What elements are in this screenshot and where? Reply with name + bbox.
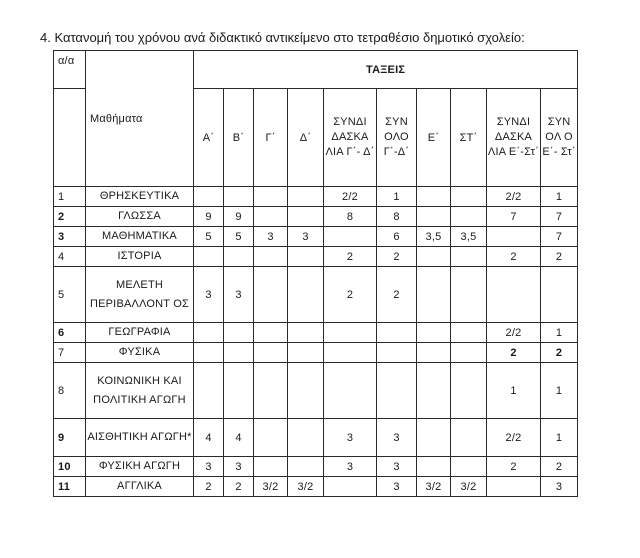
- hours-cell-synolo-gd: 1: [377, 187, 417, 207]
- subject-name: ΙΣΤΟΡΙΑ: [86, 247, 194, 267]
- hours-cell-synd-gd: 8: [324, 207, 377, 227]
- hours-cell-synolo-gd: [377, 363, 417, 419]
- hours-cell-d: [288, 187, 324, 207]
- aa-header-empty: [54, 89, 86, 187]
- hours-cell-st: 3,5: [451, 227, 487, 247]
- hours-cell-g: [254, 343, 288, 363]
- hours-cell-a: 4: [194, 419, 224, 457]
- hours-cell-e: [417, 419, 451, 457]
- hours-cell-g: [254, 267, 288, 323]
- table-row: [54, 247, 578, 267]
- hours-cell-synd-gd: [324, 477, 377, 497]
- hours-cell-synd-est: 2: [487, 247, 541, 267]
- hours-cell-synolo-est: 1: [541, 419, 578, 457]
- hours-cell-synd-est: 2/2: [487, 323, 541, 343]
- header-row-top: [54, 51, 578, 89]
- hours-cell-d: [288, 343, 324, 363]
- hours-cell-synolo-est: 1: [541, 323, 578, 343]
- hours-cell-synd-gd: 2: [324, 267, 377, 323]
- hours-cell-synd-gd: [324, 363, 377, 419]
- hours-cell-st: [451, 207, 487, 227]
- hours-cell-synolo-est: 2: [541, 457, 578, 477]
- hours-cell-synd-est: 7: [487, 207, 541, 227]
- hours-cell-st: [451, 343, 487, 363]
- hours-cell-b: [224, 187, 254, 207]
- hours-cell-synolo-gd: 2: [377, 247, 417, 267]
- table-row: [54, 419, 578, 457]
- subject-name: ΑΙΣΘΗΤΙΚΗ ΑΓΩΓΗ*: [86, 419, 194, 457]
- hours-cell-synolo-est: 2: [541, 247, 578, 267]
- hours-cell-g: [254, 247, 288, 267]
- hours-cell-e: [417, 343, 451, 363]
- table-row: [54, 323, 578, 343]
- hours-cell-synd-gd: [324, 343, 377, 363]
- hours-cell-synd-est: 2/2: [487, 187, 541, 207]
- hours-cell-a: 3: [194, 267, 224, 323]
- hours-cell-b: 2: [224, 477, 254, 497]
- hours-cell-a: 2: [194, 477, 224, 497]
- hours-cell-synolo-gd: 3: [377, 457, 417, 477]
- hours-cell-synolo-est: 2: [541, 343, 578, 363]
- row-number: 7: [54, 343, 86, 363]
- hours-cell-synd-gd: [324, 227, 377, 247]
- table-row: [54, 477, 578, 497]
- hours-cell-e: [417, 247, 451, 267]
- col-header-d: Δ΄: [288, 89, 324, 187]
- hours-cell-e: [417, 207, 451, 227]
- row-number: 8: [54, 363, 86, 419]
- subject-name: ΜΕΛΕΤΗ ΠΕΡΙΒΑΛΛΟΝΤ ΟΣ: [86, 267, 194, 323]
- hours-cell-d: [288, 267, 324, 323]
- hours-cell-e: [417, 457, 451, 477]
- hours-cell-g: [254, 323, 288, 343]
- hours-cell-st: [451, 267, 487, 323]
- hours-cell-g: 3/2: [254, 477, 288, 497]
- hours-cell-d: [288, 247, 324, 267]
- table-row: [54, 187, 578, 207]
- hours-cell-b: 3: [224, 267, 254, 323]
- row-number: 10: [54, 457, 86, 477]
- hours-cell-e: 3,5: [417, 227, 451, 247]
- row-number: 6: [54, 323, 86, 343]
- hours-cell-synolo-gd: 3: [377, 419, 417, 457]
- hours-cell-b: [224, 247, 254, 267]
- table-row: [54, 343, 578, 363]
- hours-cell-st: 3/2: [451, 477, 487, 497]
- hours-cell-synd-gd: 2: [324, 247, 377, 267]
- hours-cell-st: [451, 187, 487, 207]
- hours-cell-st: [451, 457, 487, 477]
- subject-name: ΚΟΙΝΩΝΙΚΗ ΚΑΙ ΠΟΛΙΤΙΚΗ ΑΓΩΓΗ: [86, 363, 194, 419]
- hours-cell-d: [288, 323, 324, 343]
- hours-cell-g: [254, 457, 288, 477]
- subjects-header: Μαθήματα: [86, 51, 194, 187]
- table-row: [54, 227, 578, 247]
- aa-header: α/α: [54, 51, 86, 89]
- subject-name: ΓΕΩΓΡΑΦΙΑ: [86, 323, 194, 343]
- hours-cell-synd-gd: 2/2: [324, 187, 377, 207]
- col-header-synolo-gd: ΣΥΝ ΟΛΟ Γ΄-Δ΄: [377, 89, 417, 187]
- hours-cell-synolo-est: 7: [541, 207, 578, 227]
- col-header-synd-gd: ΣΥΝΔΙ ΔΑΣΚΑ ΛΙΑ Γ΄- Δ΄: [324, 89, 377, 187]
- table-row: [54, 457, 578, 477]
- table-row: [54, 363, 578, 419]
- hours-cell-synolo-est: 3: [541, 477, 578, 497]
- subject-name: ΓΛΩΣΣΑ: [86, 207, 194, 227]
- row-number: 1: [54, 187, 86, 207]
- hours-cell-synolo-gd: 3: [377, 477, 417, 497]
- hours-cell-a: [194, 247, 224, 267]
- subject-name: ΦΥΣΙΚΗ ΑΓΩΓΗ: [86, 457, 194, 477]
- hours-cell-synd-est: [487, 267, 541, 323]
- hours-cell-b: 4: [224, 419, 254, 457]
- hours-cell-st: [451, 363, 487, 419]
- hours-cell-st: [451, 419, 487, 457]
- table-row: [54, 207, 578, 227]
- hours-cell-g: [254, 207, 288, 227]
- hours-cell-g: 3: [254, 227, 288, 247]
- hours-cell-synolo-est: [541, 267, 578, 323]
- hours-cell-a: [194, 363, 224, 419]
- hours-cell-a: 5: [194, 227, 224, 247]
- hours-cell-synolo-gd: 8: [377, 207, 417, 227]
- row-number: 3: [54, 227, 86, 247]
- hours-cell-a: 9: [194, 207, 224, 227]
- hours-cell-synd-est: 2/2: [487, 419, 541, 457]
- col-header-st: ΣΤ΄: [451, 89, 487, 187]
- col-header-a: Α΄: [194, 89, 224, 187]
- row-number: 2: [54, 207, 86, 227]
- hours-cell-e: [417, 323, 451, 343]
- hours-cell-synolo-est: 7: [541, 227, 578, 247]
- col-header-e: Ε΄: [417, 89, 451, 187]
- hours-cell-a: [194, 343, 224, 363]
- col-header-b: Β΄: [224, 89, 254, 187]
- hours-cell-synd-gd: 3: [324, 419, 377, 457]
- hours-cell-synolo-gd: [377, 323, 417, 343]
- hours-cell-e: [417, 267, 451, 323]
- hours-cell-g: [254, 419, 288, 457]
- row-number: 4: [54, 247, 86, 267]
- hours-cell-g: [254, 187, 288, 207]
- hours-cell-b: [224, 343, 254, 363]
- hours-cell-st: [451, 247, 487, 267]
- hours-cell-b: [224, 323, 254, 343]
- hours-cell-synd-gd: [324, 323, 377, 343]
- hours-cell-synd-gd: 3: [324, 457, 377, 477]
- hours-cell-d: 3: [288, 227, 324, 247]
- hours-cell-a: [194, 323, 224, 343]
- hours-cell-e: [417, 363, 451, 419]
- hours-cell-a: [194, 187, 224, 207]
- hours-cell-synolo-gd: [377, 343, 417, 363]
- hours-cell-synolo-gd: 2: [377, 267, 417, 323]
- hours-cell-a: 3: [194, 457, 224, 477]
- hours-cell-synd-est: [487, 227, 541, 247]
- col-header-synolo-est: ΣΥΝ ΟΛ Ο Ε΄- Στ΄: [541, 89, 578, 187]
- row-number: 9: [54, 419, 86, 457]
- row-number: 11: [54, 477, 86, 497]
- hours-cell-b: 9: [224, 207, 254, 227]
- hours-cell-synd-est: [487, 477, 541, 497]
- hours-cell-synd-est: 1: [487, 363, 541, 419]
- hours-cell-synolo-gd: 6: [377, 227, 417, 247]
- col-header-synd-est: ΣΥΝΔΙ ΔΑΣΚΑ ΛΙΑ Ε΄-Στ΄: [487, 89, 541, 187]
- subject-name: ΘΡΗΣΚΕΥΤΙΚΑ: [86, 187, 194, 207]
- hours-cell-e: [417, 187, 451, 207]
- hours-cell-g: [254, 363, 288, 419]
- table-row: [54, 267, 578, 323]
- section-heading: 4. Κατανομή του χρόνου ανά διδακτικό αντικείμενο στο τετραθέσιο δημοτικό σχολείο:: [40, 30, 525, 45]
- subject-name: ΜΑΘΗΜΑΤΙΚΑ: [86, 227, 194, 247]
- hours-cell-synd-est: 2: [487, 457, 541, 477]
- hours-cell-d: [288, 457, 324, 477]
- hours-cell-synd-est: 2: [487, 343, 541, 363]
- schedule-table: [53, 50, 578, 497]
- col-header-g: Γ΄: [254, 89, 288, 187]
- hours-cell-d: [288, 207, 324, 227]
- hours-cell-synolo-est: 1: [541, 187, 578, 207]
- subject-name: ΦΥΣΙΚΑ: [86, 343, 194, 363]
- hours-cell-d: [288, 363, 324, 419]
- row-number: 5: [54, 267, 86, 323]
- classes-header: ΤΑΞΕΙΣ: [194, 51, 578, 89]
- hours-cell-e: 3/2: [417, 477, 451, 497]
- hours-cell-b: 3: [224, 457, 254, 477]
- hours-cell-st: [451, 323, 487, 343]
- hours-cell-d: 3/2: [288, 477, 324, 497]
- hours-cell-synolo-est: 1: [541, 363, 578, 419]
- subject-name: ΑΓΓΛΙΚΑ: [86, 477, 194, 497]
- hours-cell-b: [224, 363, 254, 419]
- hours-cell-d: [288, 419, 324, 457]
- hours-cell-b: 5: [224, 227, 254, 247]
